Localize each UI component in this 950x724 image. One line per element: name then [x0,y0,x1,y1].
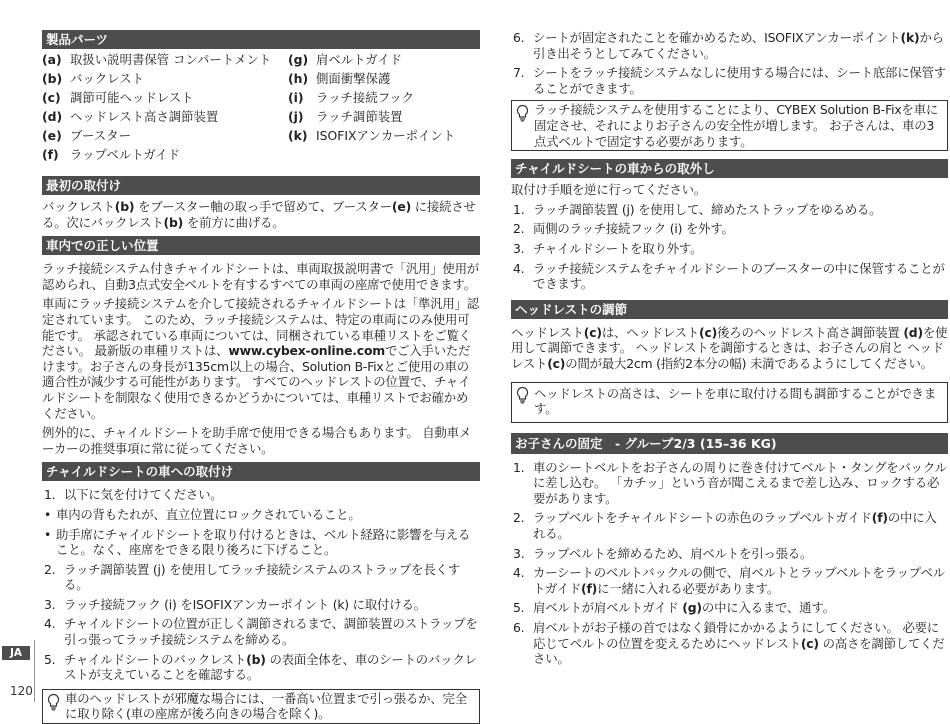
part-item: (h) 側面衝撃保護 [288,71,391,86]
list-item: 4. チャイルドシートの位置が正しく調節されるまで、調節装置のストラップを引っ張ってラッチ接続システムを締める。 [44,616,478,648]
install-car-heading: チャイルドシートの車への取付け [42,462,480,481]
securing-heading: お子さんの固定 - グループ2/3 (15–36 KG) [511,433,948,454]
list-item: 2. 両側のラッチ接続フック (i) を外す。 [513,221,734,237]
list-item: 5. チャイルドシートのバックレスト(b) の表面全体を、車のシートのバックレストが支えていることを確認する。 [44,651,477,683]
note-box: ヘッドレストの高さは、シートを車に取付ける間も調節することができます。 [511,382,948,423]
list-item: 3. チャイルドシートを取り外す。 [513,240,703,256]
part-item: (f) ラップベルトガイド [42,147,181,162]
position-paragraph-3: 例外的に、チャイルドシートを助手席で使用できる場合もあります。 自動車メーカーの推奨事項に常に従ってください。 [42,425,472,456]
list-item: 4. カーシートのベルトバックルの側で、肩ベルトとラップベルトをラップベルトガイド(f)に一緒に入れる必要があります。 [513,565,945,596]
list-item: 5. 肩ベルトが肩ベルトガイド (g)の中に入るまで、通す。 [513,600,835,616]
part-item: (e) ブースター [42,128,131,143]
lightbulb-icon [46,693,61,711]
lightbulb-icon [515,104,530,122]
part-item: (j) ラッチ調節装置 [288,109,403,124]
part-item: (a) 取扱い説明書保管 コンパートメント [42,52,272,67]
left-column [42,30,480,724]
list-item: 7. シートをラッチ接続システムなしに使用する場合には、シート底部に保管することができます。 [513,65,946,96]
part-item: (i) ラッチ接続フック [288,90,415,105]
part-item: (c) 調節可能ヘッドレスト [42,90,194,105]
list-item: 1. 以下に気を付けてください。 [44,487,223,503]
removal-heading: チャイルドシートの車からの取外し [511,159,948,178]
first-install-text: バックレスト(b) をブースター軸の取っ手で留めて、ブースター(e) に接続させる。次にバックレスト(b) を前方に曲げる。 [42,199,476,230]
note-box: ラッチ接続システムを使用することにより、CYBEX Solution B-Fixを車に固定させ、それによりお子さんの安全性が増します。 お子さんは、車の3点式ベルトで固定する必要があります。 [511,100,948,151]
list-item: 6. 肩ベルトがお子様の首ではなく鎖骨にかかるようにしてください。 必要に応じてベルトの位置を変えるためにヘッドレスト(c) の高さを調節してください。 [513,620,945,667]
list-item: 4. ラッチ接続システムをチャイルドシートのブースターの中に保管することができます。 [513,260,945,292]
headrest-heading: ヘッドレストの調節 [511,300,948,319]
list-item: 3. ラッチ接続フック (i) をISOFIXアンカーポイント (k) に取付ける。 [44,596,426,612]
parts-list [42,52,480,168]
language-tab: JA [2,646,30,660]
list-item: 1. 車のシートベルトをお子さんの周りに巻き付けてベルト・タングをバックルに差し込む。 「カチッ」という音が聞こえるまで差し込み、ロックする必要があります。 [513,459,947,506]
first-install-heading: 最初の取付け [42,176,480,195]
headrest-paragraph: ヘッドレスト(c)は、ヘッドレスト(c)後ろのヘッドレスト高さ調節装置 (d)を使用して調節できます。 ヘッドレストを調節するときは、お子さんの肩と ヘッドレスト(c)の間が最大2cm (指約2本分の幅) 未満であるようにしてください。 [511,324,948,371]
bullet-item: • 車内の背もたれが、直立位置にロックされていること。 [44,506,361,522]
part-item: (k) ISOFIXアンカーポイント [288,128,456,143]
lightbulb-icon [515,386,530,404]
list-item: 2. ラッチ調節装置 (j) を使用してラッチ接続システムのストラップを長くする。 [44,561,460,593]
list-item: 6. シートが固定されたことを確かめるため、ISOFIXアンカーポイント(k)から引き出そうとしてみてください。 [513,30,944,61]
position-paragraph-1: ラッチ接続システム付きチャイルドシートは、車両取扱説明書で「汎用」使用が認められ、自動3点式安全ベルトを有するすべての車両の座席で使用できます。 [42,261,480,292]
list-item: 2. ラップベルトをチャイルドシートの赤色のラップベルトガイド(f)の中に入れる。 [513,510,937,542]
position-paragraph-2: 車両にラッチ接続システムを介して接続されるチャイルドシートは「準汎用」認定されています。 このため、ラッチ接続システムは、特定の車両にのみ使用可能です。 承認されている車両については、同梱されている車種リストをご覧ください。 最新版の車種リストは、www.cybex-online.comでご入手いただけます。お子さんの身長が135cm以上の場合、Solution B-Fixとご使用の車の適合性が減少する可能性があります。 すべてのヘッドレストの位置で、チャイルドシートを制限なく使用できるかどうかについては、車種リストでお確かめください。 [42,296,480,421]
part-item: (g) 肩ベルトガイド [288,52,402,67]
removal-intro: 取付け手順を逆に行ってください。 [511,182,707,198]
position-heading: 車内での正しい位置 [42,236,480,255]
part-item: (d) ヘッドレスト高さ調節装置 [42,109,219,124]
parts-heading: 製品パーツ [42,30,480,49]
note-box: 車のヘッドレストが邪魔な場合には、一番高い位置まで引っ張るか、完全に取り除く(車の座席が後ろ向きの場合を除く)。 [42,689,480,724]
page-margin-line [34,640,35,702]
bullet-item: • 助手席にチャイルドシートを取り付けるときは、ベルト経路に影響を与えること。なく、座席をできる限り後ろに下げること。 [44,526,471,558]
part-item: (b) バックレスト [42,71,144,86]
right-column [511,30,948,667]
list-item: 3. ラップベルトを締めるため、肩ベルトを引っ張る。 [513,545,813,561]
list-item: 1. ラッチ調節装置 (j) を使用して、締めたストラップをゆるめる。 [513,201,882,217]
page-number: 120 [10,684,33,698]
